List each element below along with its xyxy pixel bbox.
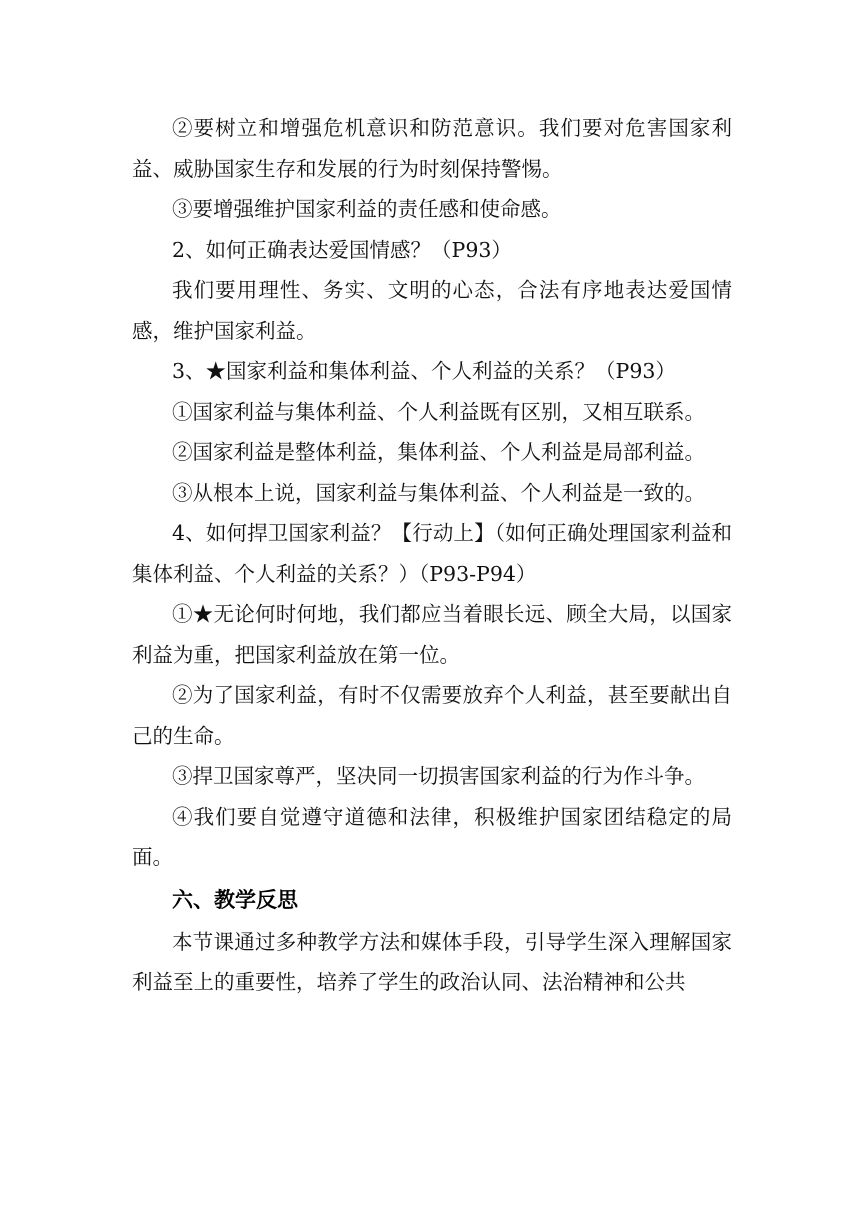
answer-defend-point-1: ①★无论何时何地，我们都应当着眼长远、顾全大局，以国家利益为重，把国家利益放在第一位。 [132,602,732,667]
answer-relationship-point-2: ②国家利益是整体利益，集体利益、个人利益是局部利益。 [172,440,705,464]
reflection-paragraph: 本节课通过多种教学方法和媒体手段，引导学生深入理解国家利益至上的重要性，培养了学生的政治认同、法治精神和公共 [132,929,732,994]
section-heading-reflection: 六、教学反思 [172,887,298,912]
answer-defend-point-2: ②为了国家利益，有时不仅需要放弃个人利益，甚至要献出自己的生命。 [132,683,732,748]
paragraph-responsibility: ③要增强维护国家利益的责任感和使命感。 [172,197,562,221]
paragraph-crisis-awareness: ②要树立和增强危机意识和防范意识。我们要对危害国家利益、威胁国家生存和发展的行为时刻保持警惕。 [132,116,732,181]
answer-express-patriotism: 我们要用理性、务实、文明的心态，合法有序地表达爱国情感，维护国家利益。 [132,278,732,343]
answer-defend-point-4: ④我们要自觉遵守道德和法律，积极维护国家团结稳定的局面。 [132,804,732,869]
question-express-patriotism: 2、如何正确表达爱国情感？（P93） [172,237,512,262]
answer-relationship-point-1: ①国家利益与集体利益、个人利益既有区别，又相互联系。 [172,399,705,424]
question-interest-relationship: 3、★国家利益和集体利益、个人利益的关系？（P93） [172,359,676,383]
question-defend-interests: 4、如何捍卫国家利益？【行动上】（如何正确处理国家利益和集体利益、个人利益的关系？）（P93-P94） [132,521,732,586]
answer-defend-point-3: ③捍卫国家尊严，坚决同一切损害国家利益的行为作斗争。 [172,764,705,788]
answer-relationship-point-3: ③从根本上说，国家利益与集体利益、个人利益是一致的。 [172,480,705,505]
document-body [132,108,732,1003]
